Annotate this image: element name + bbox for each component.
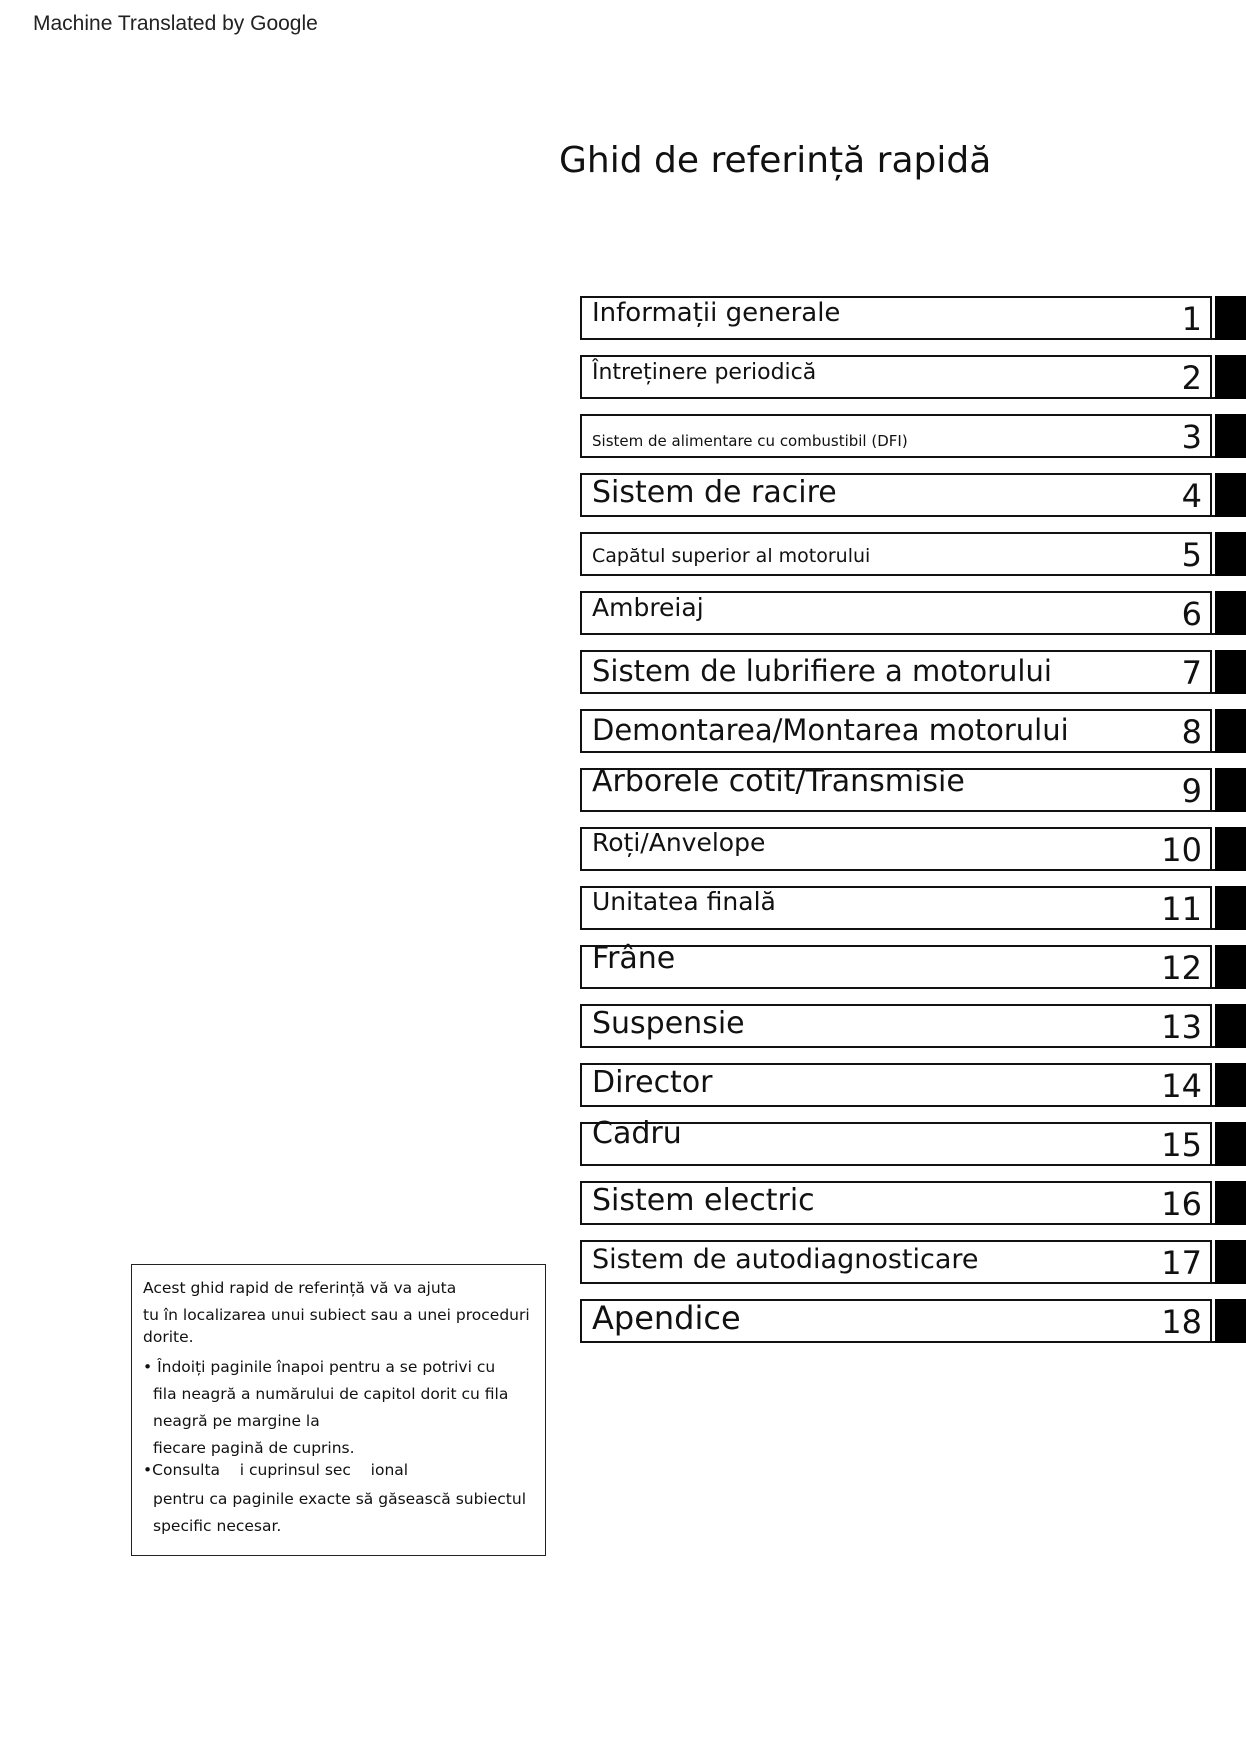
chapter-tab-12[interactable] <box>580 941 1246 989</box>
chapter-label: Demontarea/Montarea motorului <box>592 713 1069 747</box>
chapter-label: Sistem de racire <box>592 475 837 510</box>
chapter-tab-1[interactable] <box>580 296 1246 340</box>
black-thumb-tab[interactable] <box>1215 650 1246 694</box>
black-thumb-tab[interactable] <box>1215 886 1246 930</box>
black-thumb-tab[interactable] <box>1215 532 1246 576</box>
chapter-tab-3[interactable] <box>580 414 1246 458</box>
chapter-label: Informații generale <box>592 298 841 328</box>
chapter-label: Roți/Anvelope <box>592 828 766 857</box>
chapter-label: Sistem de autodiagnosticare <box>592 1244 979 1275</box>
usage-instructions-box <box>131 1264 546 1556</box>
black-thumb-tab[interactable] <box>1215 1181 1246 1225</box>
page-title: Ghid de referință rapidă <box>559 140 992 181</box>
black-thumb-tab[interactable] <box>1215 768 1246 812</box>
black-thumb-tab[interactable] <box>1215 591 1246 635</box>
chapter-label: Frâne <box>592 941 676 976</box>
chapter-label: Sistem de alimentare cu combustibil (DFI) <box>592 432 908 450</box>
chapter-tab-5[interactable] <box>580 532 1246 576</box>
chapter-label: Întreținere periodică <box>592 360 817 385</box>
black-thumb-tab[interactable] <box>1215 1299 1246 1343</box>
chapter-label: Unitatea finală <box>592 887 776 916</box>
chapter-tab-9[interactable] <box>580 764 1246 812</box>
chapter-label: Apendice <box>592 1299 741 1337</box>
chapter-number: 10 <box>1161 831 1202 869</box>
chapter-number: 18 <box>1161 1303 1202 1341</box>
black-thumb-tab[interactable] <box>1215 296 1246 340</box>
chapter-number: 11 <box>1161 890 1202 928</box>
black-thumb-tab[interactable] <box>1215 1122 1246 1166</box>
chapter-label: Sistem de lubrifiere a motorului <box>592 654 1052 688</box>
chapter-tab-8[interactable] <box>580 709 1246 753</box>
chapter-number: 6 <box>1181 595 1202 633</box>
chapter-tab-14[interactable] <box>580 1063 1246 1107</box>
instruction-line: fiecare pagină de cuprins. <box>153 1439 355 1457</box>
black-thumb-tab[interactable] <box>1215 1240 1246 1284</box>
black-thumb-tab[interactable] <box>1215 827 1246 871</box>
instruction-line: dorite. <box>143 1328 194 1346</box>
chapter-number: 17 <box>1161 1244 1202 1282</box>
instruction-line: Acest ghid rapid de referință vă va ajuta <box>143 1279 457 1297</box>
instruction-line: specific necesar. <box>153 1517 282 1535</box>
instruction-line: pentru ca paginile exacte să găsească subiectul <box>153 1490 527 1508</box>
chapter-number: 8 <box>1181 713 1202 751</box>
chapter-label: Ambreiaj <box>592 593 704 622</box>
chapter-label: Cadru <box>592 1116 682 1151</box>
instruction-line: fila neagră a numărului de capitol dorit cu fila <box>153 1385 509 1403</box>
chapter-number: 13 <box>1161 1008 1202 1046</box>
chapter-label: Arborele cotit/Transmisie <box>592 764 965 799</box>
chapter-label: Capătul superior al motorului <box>592 545 871 567</box>
chapter-tab-18[interactable] <box>580 1299 1246 1343</box>
chapter-tab-11[interactable] <box>580 886 1246 930</box>
black-thumb-tab[interactable] <box>1215 709 1246 753</box>
black-thumb-tab[interactable] <box>1215 473 1246 517</box>
black-thumb-tab[interactable] <box>1215 355 1246 399</box>
machine-translation-note: Machine Translated by Google <box>33 12 318 35</box>
chapter-tab-7[interactable] <box>580 650 1246 694</box>
instruction-line: tu în localizarea unui subiect sau a unei proceduri <box>143 1306 530 1324</box>
black-thumb-tab[interactable] <box>1215 414 1246 458</box>
chapter-tab-16[interactable] <box>580 1181 1246 1225</box>
chapter-number: 1 <box>1181 300 1202 338</box>
instruction-line: neagră pe margine la <box>153 1412 320 1430</box>
chapter-number: 15 <box>1161 1126 1202 1164</box>
black-thumb-tab[interactable] <box>1215 945 1246 989</box>
chapter-label: Suspensie <box>592 1006 745 1041</box>
chapter-number: 16 <box>1161 1185 1202 1223</box>
chapter-tab-15[interactable] <box>580 1116 1246 1166</box>
chapter-number: 9 <box>1181 772 1202 810</box>
instruction-line: •Consulta i cuprinsul sec ional <box>143 1461 409 1479</box>
instruction-line: • Îndoiți paginile înapoi pentru a se potrivi cu <box>143 1358 496 1376</box>
chapter-tab-17[interactable] <box>580 1240 1246 1284</box>
chapter-tab-4[interactable] <box>580 473 1246 517</box>
chapter-tab-2[interactable] <box>580 355 1246 399</box>
chapter-tab-10[interactable] <box>580 827 1246 871</box>
chapter-number: 3 <box>1181 418 1202 456</box>
chapter-number: 5 <box>1181 536 1202 574</box>
chapter-label: Sistem electric <box>592 1183 815 1218</box>
chapter-tab-13[interactable] <box>580 1004 1246 1048</box>
chapter-label: Director <box>592 1065 713 1100</box>
chapter-number: 2 <box>1181 359 1202 397</box>
chapter-number: 4 <box>1181 477 1202 515</box>
chapter-number: 12 <box>1161 949 1202 987</box>
chapter-number: 14 <box>1161 1067 1202 1105</box>
black-thumb-tab[interactable] <box>1215 1004 1246 1048</box>
chapter-tab-6[interactable] <box>580 591 1246 635</box>
chapter-number: 7 <box>1181 654 1202 692</box>
black-thumb-tab[interactable] <box>1215 1063 1246 1107</box>
